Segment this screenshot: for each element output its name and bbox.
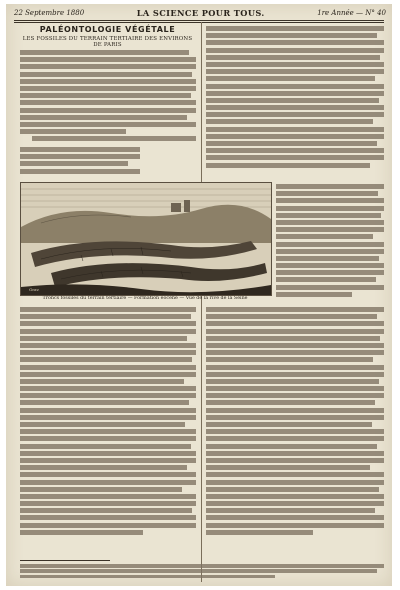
- right-column-text: [206, 26, 384, 181]
- article-subtitle: LES FOSSILES DU TERRAIN TERTIAIRE DES ENVIRONS DE PARIS: [22, 36, 193, 48]
- footnote-rule: [20, 560, 110, 561]
- left-column-lower-text: [20, 307, 196, 557]
- engraving-illustration: [20, 182, 272, 296]
- issue-date: 22 Septembre 1880: [14, 9, 85, 17]
- issue-number: 1re Année — N° 40: [317, 9, 386, 17]
- right-column-text-narrow: [276, 184, 384, 304]
- svg-text:Grav.: Grav.: [29, 287, 40, 292]
- left-column-intro-text: [20, 50, 196, 146]
- figure-caption: Troncs fossiles du terrain tertiaire — Formation éocène — Vue de la rive de la Seine: [42, 296, 248, 301]
- header-rule-thin: [14, 22, 384, 23]
- footnote-text: [20, 564, 384, 582]
- left-column-text-2: [20, 147, 140, 179]
- masthead: LA SCIENCE POUR TOUS.: [136, 8, 265, 18]
- article-title: PALÉONTOLOGIE VÉGÉTALE: [39, 25, 176, 34]
- right-column-lower-text: [206, 307, 384, 557]
- fossil-trunks-landscape-drawing: [21, 183, 271, 295]
- header-rule: [14, 20, 384, 21]
- page-header: [14, 6, 386, 20]
- newspaper-page: [6, 4, 392, 586]
